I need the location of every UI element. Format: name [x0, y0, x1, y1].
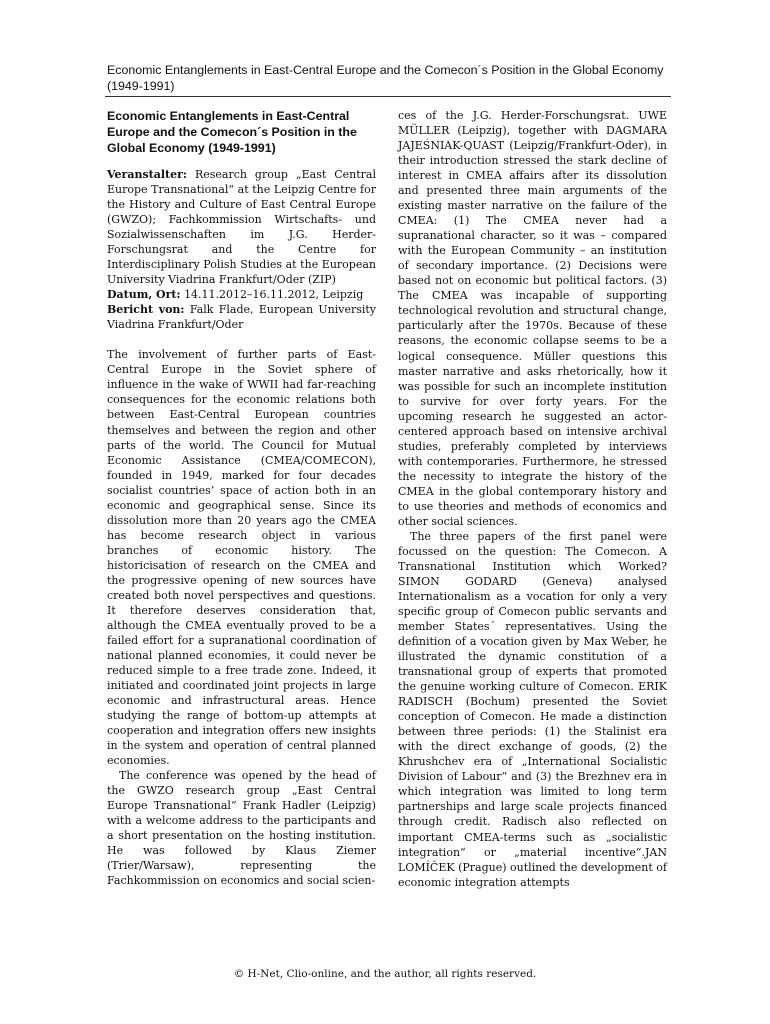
article-title: Economic Entanglements in East-Central Europe and the Comecon´s Position in the Global Economy (1949-1991)	[107, 109, 357, 155]
author-label: Bericht von:	[107, 303, 185, 317]
running-head: Economic Entanglements in East-Central Europe and the Comecon´s Position in the Global Economy (1949-1991)	[107, 63, 664, 93]
body-paragraph-2-right-part: ces of the J.G. Herder-Forschungsrat. UWE MÜLLER (Leipzig), together with DAGMARA JAJEŚNIAK-QUAST (Leipzig/Frankfurt-Oder), in their introduction stressed the stark decline of interest in CMEA affairs after its dissolution and presented three main arguments of the existing master narrative on the failure of the CMEA: (1) The CMEA never had a supranational character, so it was – compared with the European Community – an institution of secondary importance. (2) Decisions were based not on economic but political factors. (3) The CMEA was incapable of supporting technological revolution and structural change, particularly after the 1970s. Because of these reasons, the economic collapse seems to be a logical consequence. Müller questions this master narrative and asks rhetorically, how it was possible for such an incomplete institution to survive for over forty years. For the upcoming research he suggested an actor-centered approach based on intensive archival studies, preferably completed by interviews with contemporaries. Furthermore, he stressed the necessity to integrate the history of the CMEA in the global contemporary history and to use theories and methods of economics and other social sciences.	[398, 109, 667, 528]
date-text: 14.11.2012–16.11.2012, Leipzig	[184, 288, 364, 302]
header-rule	[105, 96, 671, 97]
organizer-text: Research group „East Central Europe Transnational“ at the Leipzig Centre for the History and Culture of East Central Europe (GWZO); Fachkommission Wirtschafts- und Sozialwissenschaften im J.G. Herder-Forschungsrat and the Centre for Interdisciplinary Polish Studies at the European University Viadrina Frankfurt/Oder (ZIP)	[107, 168, 376, 287]
event-metadata	[107, 167, 376, 332]
date-label: Datum, Ort:	[107, 288, 181, 302]
body-paragraph-3: The three papers of the first panel were focussed on the question: The Comecon. A Transnational Institution which Worked? SIMON GODARD (Geneva) analysed Internationalism as a vocation for only a very specific group of Comecon public servants and member States´ representatives. Using the definition of a vocation given by Max Weber, he illustrated the dynamic constitution of a transnational group of experts that promoted the genuine working culture of Comecon. ERIK RADISCH (Bochum) presented the Soviet conception of Comecon. He made a distinction between three periods: (1) the Stalinist era with the direct exchange of goods, (2) the Khrushchev era of „International Socialistic Division of Labour“ and (3) the Brezhnev era in which integration was limited to long term partnerships and large scale projects financed through credit. Radisch also reflected on important CMEA-terms such as „socialistic integration“ or „material incentive“.JAN LOMÍČEK (Prague) outlined the development of economic integration attempts	[398, 529, 667, 889]
copyright-footer: © H-Net, Clio-online, and the author, all rights reserved.	[233, 968, 537, 980]
body-paragraph-2-continued	[398, 108, 667, 529]
author-text: Falk Flade, European University Viadrina Frankfurt/Oder	[107, 303, 377, 332]
right-column	[398, 108, 667, 890]
body-paragraph-1: The involvement of further parts of East-Central Europe in the Soviet sphere of influence in the wake of WWII had far-reaching consequences for the economic relations both between East-Central European countries themselves and between the region and other parts of the world. The Council for Mutual Economic Assistance (CMEA/COMECON), founded in 1949, marked for four decades socialist countries’ space of action both in an economic and geographical sense. Since its dissolution more than 20 years ago the CMEA has become research object in various branches of economic history. The historicisation of research on the CMEA and the progressive opening of new sources have created both novel perspectives and questions. It therefore deserves consideration that, although the CMEA eventually proved to be a failed effort for a supranational coordination of national planned economies, it could never be reduced simple to a free trade zone. Indeed, it initiated and coordinated joint projects in large economic and infrastructural areas. Hence studying the range of bottom-up attempts at cooperation and integration offers new insights in the system and operation of central planned economies.	[107, 348, 376, 768]
body-paragraph-2-left-part: The conference was opened by the head of the GWZO research group „East Central Europe Transnational“ Frank Hadler (Leipzig) with a welcome address to the participants and a short presentation on the hosting institution. He was followed by Klaus Ziemer (Trier/Warsaw), representing the Fachkommission on economics and social scien-	[107, 769, 376, 888]
organizer-label: Veranstalter:	[107, 168, 187, 181]
body-paragraph-2-start	[107, 768, 376, 888]
left-column	[107, 108, 376, 888]
